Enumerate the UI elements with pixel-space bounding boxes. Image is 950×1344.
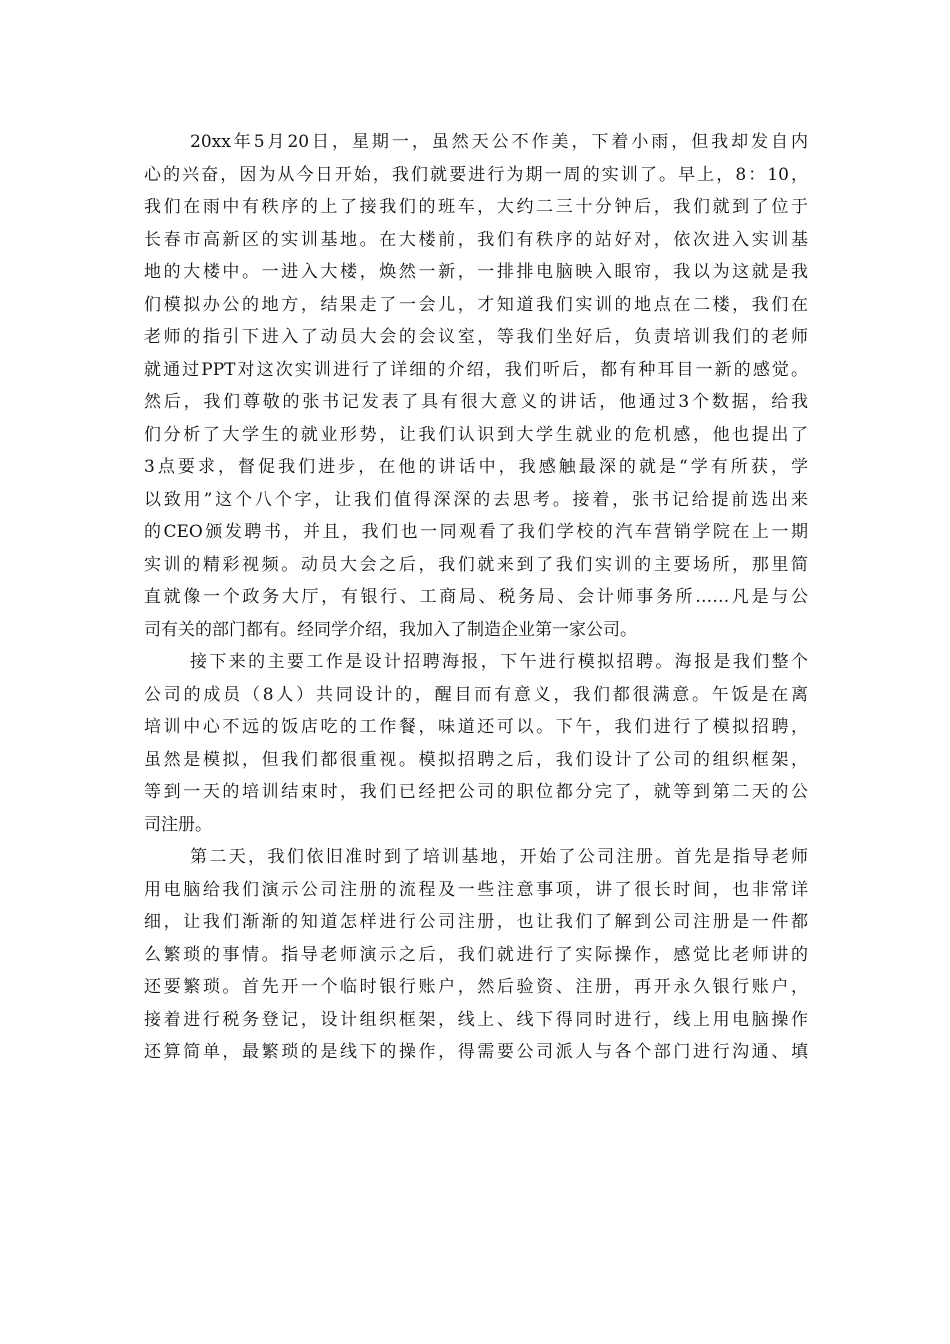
text-line: 就通过PPT对这次实训进行了详细的介绍，我们听后，都有种耳目一新的感觉。: [144, 359, 808, 380]
text-line: 以致用”这个八个字，让我们值得深深的去思考。接着，张书记给提前选出来: [144, 489, 808, 510]
text-line: 接下来的主要工作是设计招聘海报，下午进行模拟招聘。海报是我们整个: [190, 652, 808, 672]
text-line: 实训的精彩视频。动员大会之后，我们就来到了我们实训的主要场所，那里简: [144, 554, 808, 575]
text-line: 司有关的部门都有。经同学介绍，我加入了制造企业第一家公司。: [144, 619, 637, 640]
text-line: 虽然是模拟，但我们都很重视。模拟招聘之后，我们设计了公司的组织框架，: [144, 749, 808, 770]
text-line: 们模拟办公的地方，结果走了一会儿，才知道我们实训的地点在二楼，我们在: [144, 294, 808, 315]
text-line: 地的大楼中。一进入大楼，焕然一新，一排排电脑映入眼帘，我以为这就是我: [144, 262, 808, 282]
paragraph-2: [144, 646, 808, 841]
text-line: 培训中心不远的饭店吃的工作餐，味道还可以。下午，我们进行了模拟招聘，: [144, 717, 808, 737]
paragraph-3: [144, 841, 808, 1069]
paragraph-1: [144, 126, 808, 646]
text-line: 细，让我们渐渐的知道怎样进行公司注册，也让我们了解到公司注册是一件都: [144, 912, 808, 932]
text-line: 还要繁琐。首先开一个临时银行账户，然后验资、注册，再开永久银行账户，: [144, 977, 808, 997]
text-line: 20xx年5月20日，星期一，虽然天公不作美，下着小雨，但我却发自内: [190, 132, 808, 152]
text-line: 还算简单，最繁琐的是线下的操作，得需要公司派人与各个部门进行沟通、填: [144, 1042, 808, 1062]
text-line: 直就像一个政务大厅，有银行、工商局、税务局、会计师事务所……凡是与公: [144, 587, 808, 607]
text-line: 老师的指引下进入了动员大会的会议室，等我们坐好后，负责培训我们的老师: [144, 327, 808, 347]
text-line: 第二天，我们依旧准时到了培训基地，开始了公司注册。首先是指导老师: [190, 847, 808, 867]
text-line: 司注册。: [144, 814, 212, 835]
text-line: 公司的成员（8人）共同设计的，醒目而有意义，我们都很满意。午饭是在离: [144, 684, 808, 705]
document-body: [144, 126, 808, 1069]
text-line: 接着进行税务登记，设计组织框架，线上、线下得同时进行，线上用电脑操作: [144, 1009, 808, 1030]
text-line: 等到一天的培训结束时，我们已经把公司的职位都分完了，就等到第二天的公: [144, 782, 808, 802]
text-line: 们分析了大学生的就业形势，让我们认识到大学生就业的危机感，他也提出了: [144, 424, 808, 445]
text-line: 长春市高新区的实训基地。在大楼前，我们有秩序的站好对，依次进入实训基: [144, 229, 808, 250]
text-line: 心的兴奋，因为从今日开始，我们就要进行为期一周的实训了。早上，8：10，: [144, 164, 808, 185]
text-line: 3点要求，督促我们进步，在他的讲话中，我感触最深的就是“学有所获，学: [144, 457, 808, 477]
text-line: 用电脑给我们演示公司注册的流程及一些注意事项，讲了很长时间，也非常详: [144, 879, 808, 900]
text-line: 然后，我们尊敬的张书记发表了具有很大意义的讲话，他通过3个数据，给我: [144, 392, 808, 412]
text-line: 我们在雨中有秩序的上了接我们的班车，大约二三十分钟后，我们就到了位于: [144, 197, 808, 217]
text-line: 的CEO颁发聘书，并且，我们也一同观看了我们学校的汽车营销学院在上一期: [144, 522, 808, 542]
text-line: 么繁琐的事情。指导老师演示之后，我们就进行了实际操作，感觉比老师讲的: [144, 944, 808, 965]
